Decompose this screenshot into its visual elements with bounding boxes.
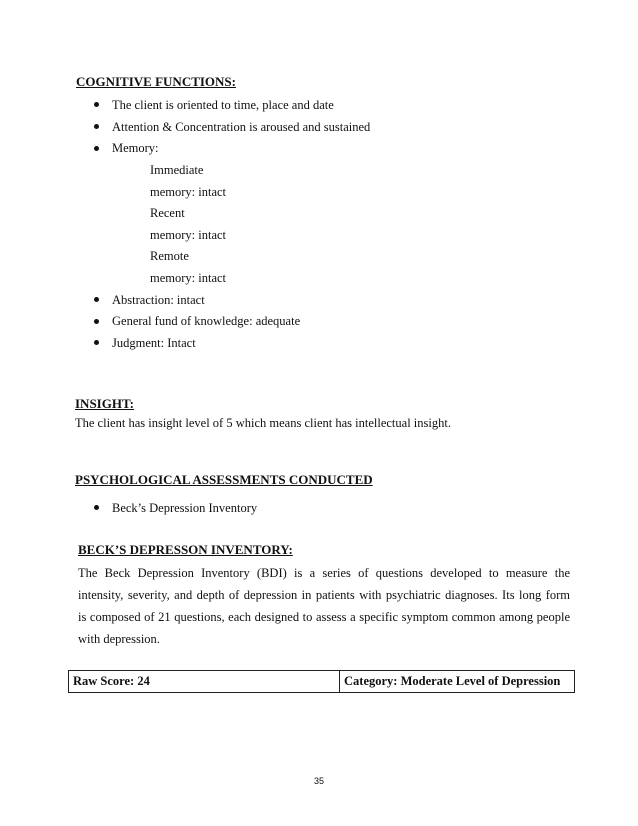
bdi-paragraph	[78, 562, 570, 650]
cognitive-heading: COGNITIVE FUNCTIONS:	[76, 74, 236, 89]
cognitive-item: The client is oriented to time, place and date	[112, 98, 334, 112]
memory-line: memory: intact	[150, 228, 227, 242]
raw-score-cell: Raw Score: 24	[69, 671, 340, 693]
bullet-icon	[94, 124, 99, 129]
bullet-icon	[94, 340, 99, 345]
cognitive-item: Memory:	[112, 141, 159, 155]
cognitive-item: Abstraction: intact	[112, 293, 205, 307]
memory-line: memory: intact	[150, 185, 227, 199]
score-table	[68, 670, 575, 693]
bullet-icon	[94, 319, 99, 324]
memory-line: Immediate	[150, 163, 204, 177]
bullet-icon	[94, 297, 99, 302]
table-row	[69, 671, 575, 693]
category-cell: Category: Moderate Level of Depression	[340, 671, 575, 693]
memory-line: Recent	[150, 206, 185, 220]
bdi-line: is composed of 21 questions, each designed to assess a specific symptom common among people	[78, 610, 570, 624]
insight-heading: INSIGHT:	[75, 396, 134, 411]
assessments-heading: PSYCHOLOGICAL ASSESSMENTS CONDUCTED	[75, 472, 373, 487]
bullet-icon	[94, 146, 99, 151]
bullet-icon	[94, 505, 99, 510]
cognitive-item: Attention & Concentration is aroused and sustained	[112, 120, 371, 134]
bdi-line: The Beck Depression Inventory (BDI) is a series of questions developed to measure the	[78, 566, 570, 580]
page-number: 35	[313, 776, 324, 786]
cognitive-item: General fund of knowledge: adequate	[112, 314, 301, 328]
cognitive-item: Judgment: Intact	[112, 336, 196, 350]
bdi-line: with depression.	[78, 632, 160, 646]
bdi-line: intensity, severity, and depth of depression in patients with psychiatric diagnoses. Its long form	[78, 588, 570, 602]
memory-line: memory: intact	[150, 271, 227, 285]
bdi-heading: BECK’S DEPRESSON INVENTORY:	[78, 542, 293, 557]
memory-line: Remote	[150, 249, 189, 263]
assessment-item: Beck’s Depression Inventory	[112, 501, 258, 515]
insight-text: The client has insight level of 5 which means client has intellectual insight.	[75, 416, 451, 430]
bullet-icon	[94, 102, 99, 107]
